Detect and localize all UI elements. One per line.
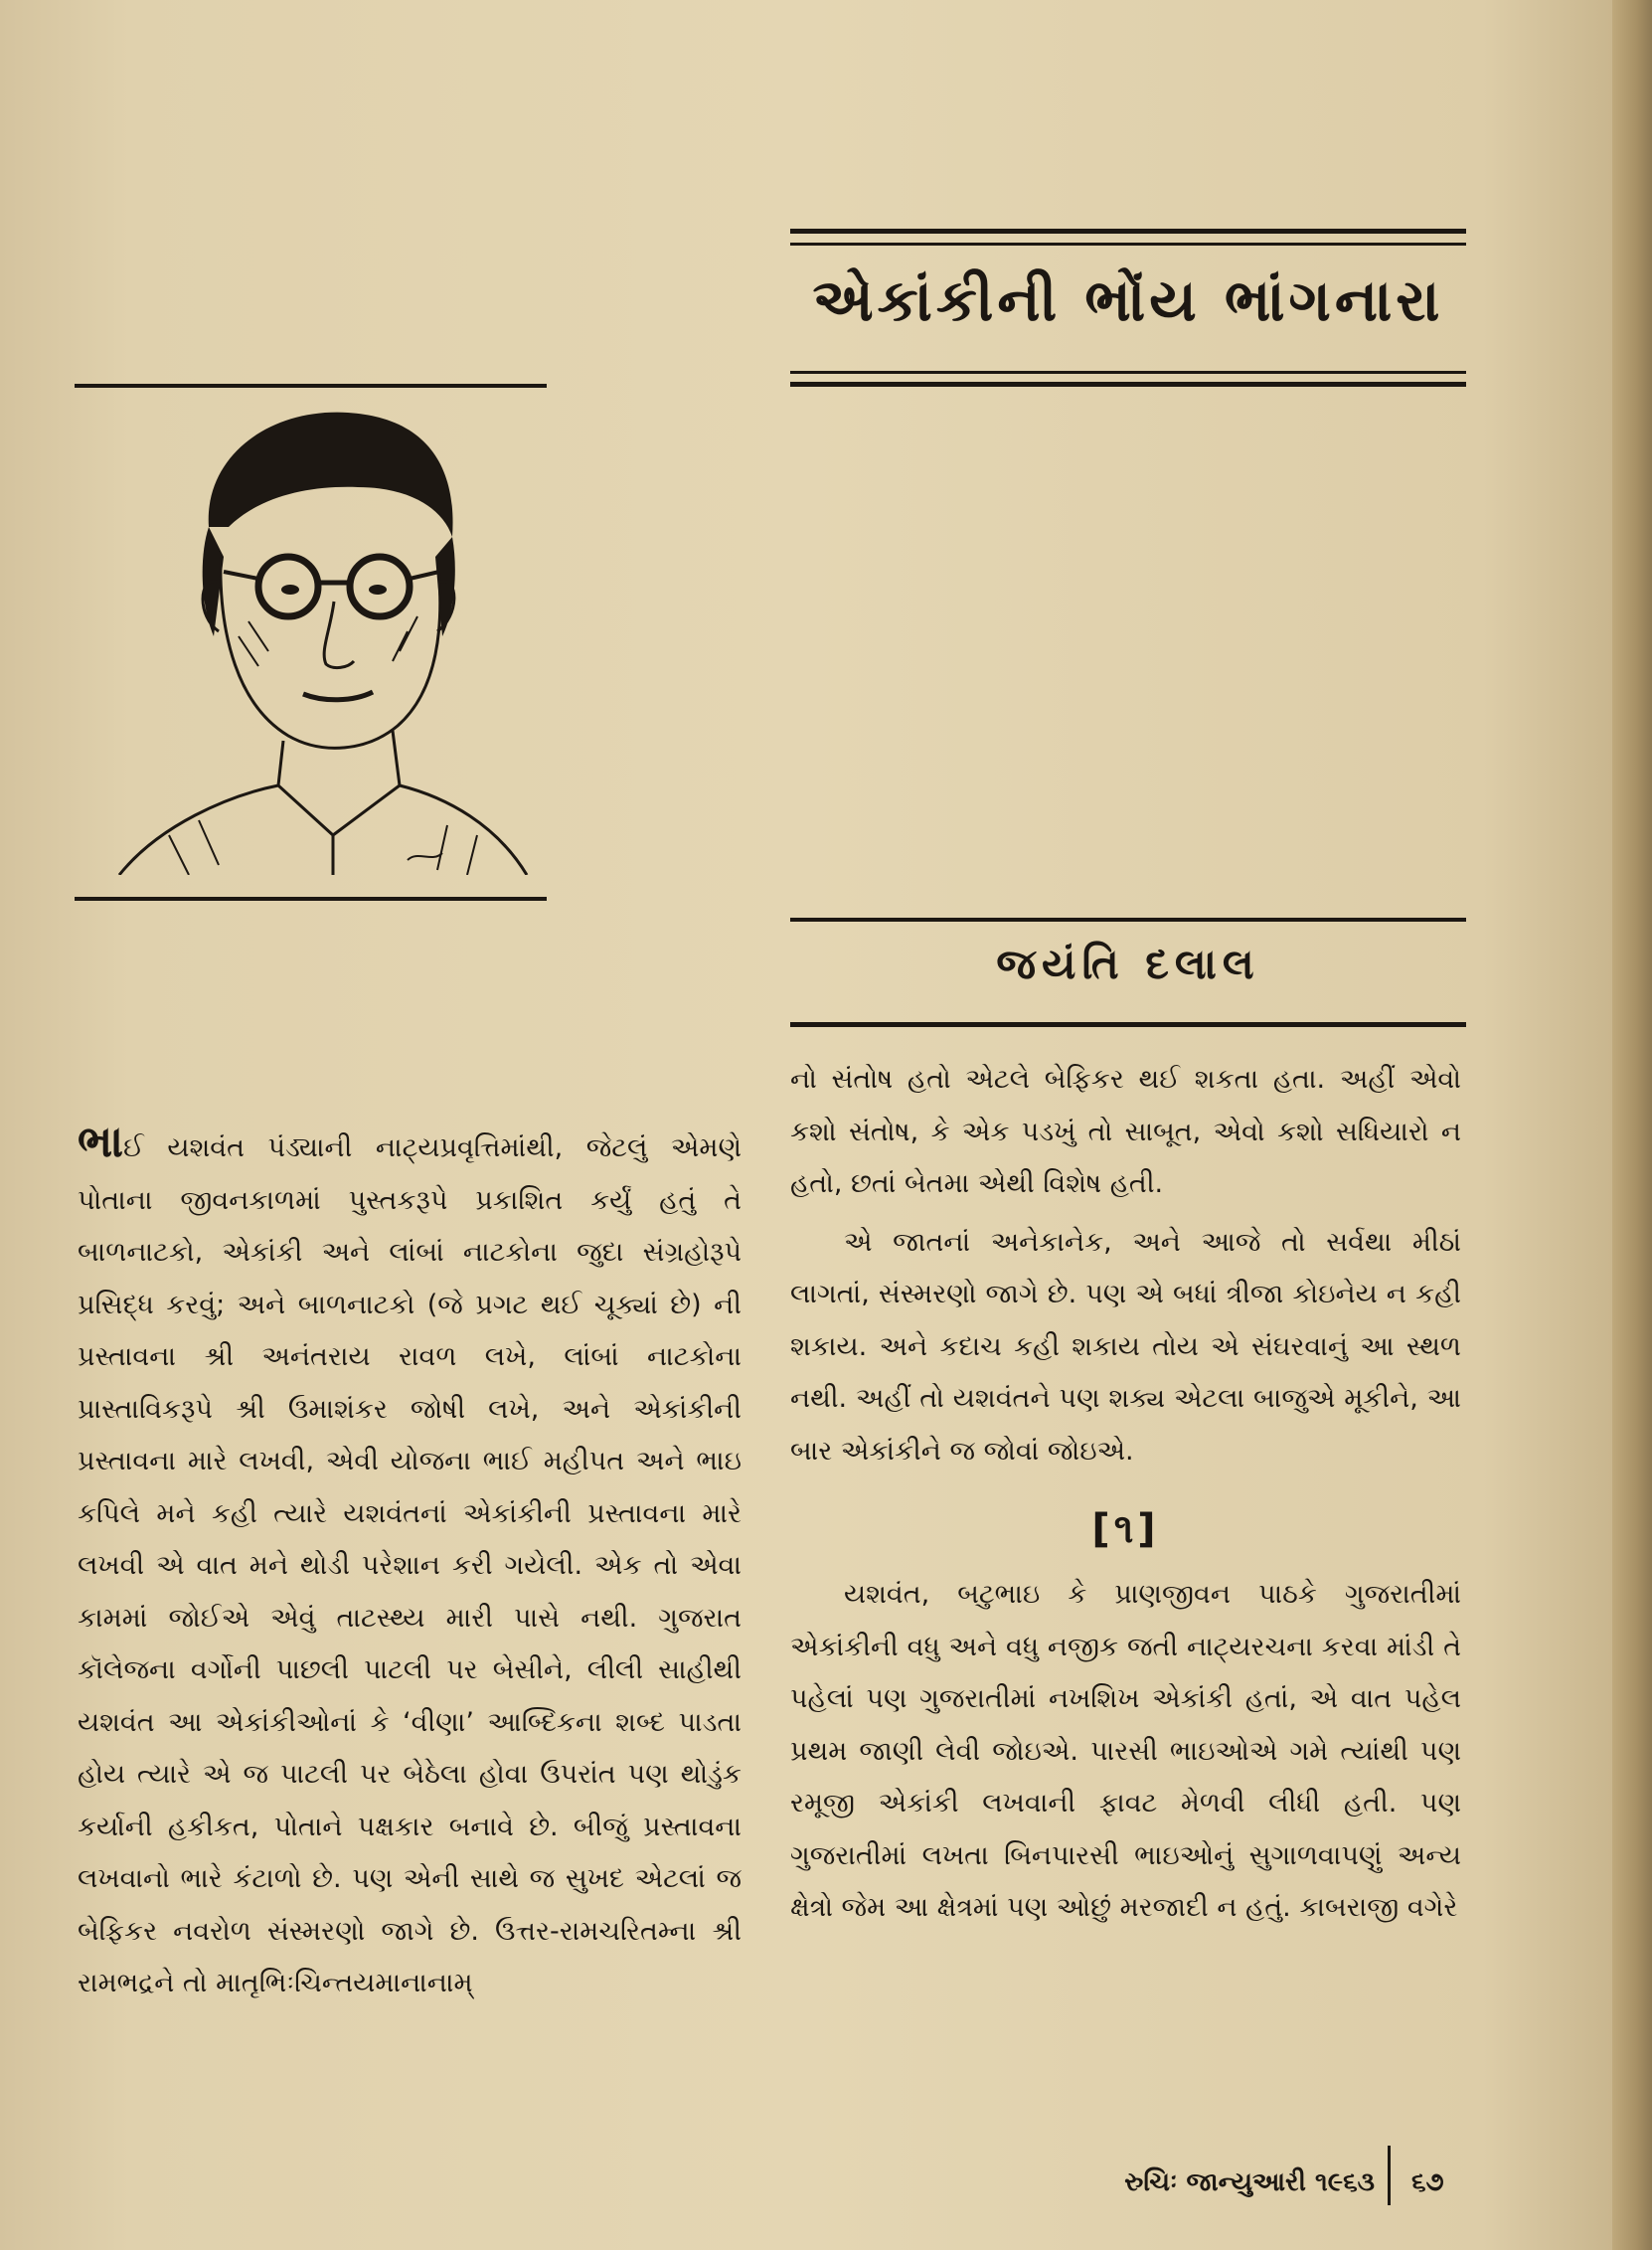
author-portrait-illustration: [109, 408, 537, 875]
article-author: જયંતિ દલાલ: [996, 940, 1260, 988]
footer-journal-issue: રુચિઃ જાન્યુઆરી ૧૯૬૩: [1124, 2167, 1375, 2197]
title-bottom-rule-1: [790, 371, 1466, 374]
portrait-bottom-rule: [75, 897, 547, 901]
author-top-rule: [790, 918, 1466, 922]
right-column-body: [790, 1054, 1461, 1935]
left-paragraph-text: ઈ યશવંત પંડ્યાની નાટ્યપ્રવૃત્તિમાંથી, જેટલું એમણે પોતાના જીવનકાળમાં પુસ્તકરૂપે પ્રકાશિત કર્યું હતું તે બાળનાટકો, એકાંકી અને લાંબાં નાટકોના જુદા સંગ્રહોરૂપે પ્રસિદ્ધ કરવું; અને બાળનાટકો (જે પ્રગટ થઈ ચૂક્યાં છે) ની પ્રસ્તાવના શ્રી અનંતરાય રાવળ લખે, લાંબાં નાટકોના પ્રાસ્તાવિકરૂપે શ્રી ઉમાશંકર જોષી લખે, અને એકાંકીની પ્રસ્તાવના મારે લખવી, એવી યોજના ભાઈ મહીપત અને ભાઇ કપિલે મને કહી ત્યારે યશવંતનાં એકાંકીની પ્રસ્તાવના મારે લખવી એ વાત મને થોડી પરેશાન કરી ગયેલી. એક તો એવા કામમાં જોઈએ એવું તાટસ્થ્ય મારી પાસે નથી. ગુજરાત કૉલેજના વર્ગોની પાછલી પાટલી પર બેસીને, લીલી સાહીથી યશવંત આ એકાંકીઓનાં કે ‘વીણા’ આબ્દિકના શબ્દ પાડતા હોય ત્યારે એ જ પાટલી પર બેઠેલા હોવા ઉપરાંત પણ થોડુંક કર્યાની હકીકત, પોતાને પક્ષકાર બનાવે છે. બીજું પ્રસ્તાવના લખવાનો ભારે કંટાળો છે. પણ એની સાથે જ સુખદ એટલાં જ બેફિકર નવરોળ સંસ્મરણો જાગે છે. ઉત્તર-રામચરિતમ્ના શ્રી રામભદ્રને તો માતૃભિઃચિન્તયમાનાનામ્: [78, 1132, 742, 1998]
drop-cap: ભા: [78, 1117, 123, 1167]
footer-divider: [1388, 2146, 1391, 2205]
portrait-top-rule: [75, 384, 547, 388]
title-bottom-rule-2: [790, 382, 1466, 387]
right-paragraph-1: નો સંતોષ હતો એટલે બેફિકર થઈ શકતા હતા. અહીં એવો કશો સંતોષ, કે એક પડખું તો સાબૂત, એવો કશો સધિયારો ન હતો, છતાં બેતમા એથી વિશેષ હતી.: [790, 1064, 1461, 1199]
article-title: એકાંકીની ભોંય ભાંગનારા: [812, 266, 1444, 334]
section-number: [૧]: [1091, 1506, 1160, 1552]
title-top-rule-1: [790, 229, 1466, 234]
left-column-body: [78, 1117, 742, 2010]
page-number: ૬૭: [1411, 2167, 1444, 2197]
title-top-rule-2: [790, 243, 1466, 246]
right-paragraph-3: યશવંત, બટુભાઇ કે પ્રાણજીવન પાઠકે ગુજરાતીમાં એકાંકીની વધુ અને વધુ નજીક જતી નાટ્યરચના કરવા માંડી તે પહેલાં પણ ગુજરાતીમાં નખશિખ એકાંકી હતાં, એ વાત પહેલ પ્રથમ જાણી લેવી જોઇએ. પારસી ભાઇઓએ ગમે ત્યાંથી પણ રમૂજી એકાંકી લખવાની ફાવટ મેળવી લીધી હતી. પણ ગુજરાતીમાં લખતા બિનપારસી ભાઇઓનું સુગાળવાપણું અન્ય ક્ષેત્રો જેમ આ ક્ષેત્રમાં પણ ઓછું મરજાદી ન હતું. કાબરાજી વગેરે: [790, 1579, 1461, 1923]
right-paragraph-2: એ જાતનાં અનેકાનેક, અને આજે તો સર્વથા મીઠાં લાગતાં, સંસ્મરણો જાગે છે. પણ એ બધાં ત્રીજા કોઇનેય ન કહી શકાય. અને કદાચ કહી શકાય તોય એ સંઘરવાનું આ સ્થળ નથી. અહીં તો યશવંતને પણ શક્ય એટલા બાજુએ મૂકીને, આ બાર એકાંકીને જ જોવાં જોઇએ.: [790, 1226, 1461, 1467]
author-bottom-rule: [790, 1022, 1466, 1027]
left-paragraph: [78, 1117, 742, 2010]
book-spine: [1612, 0, 1652, 2250]
